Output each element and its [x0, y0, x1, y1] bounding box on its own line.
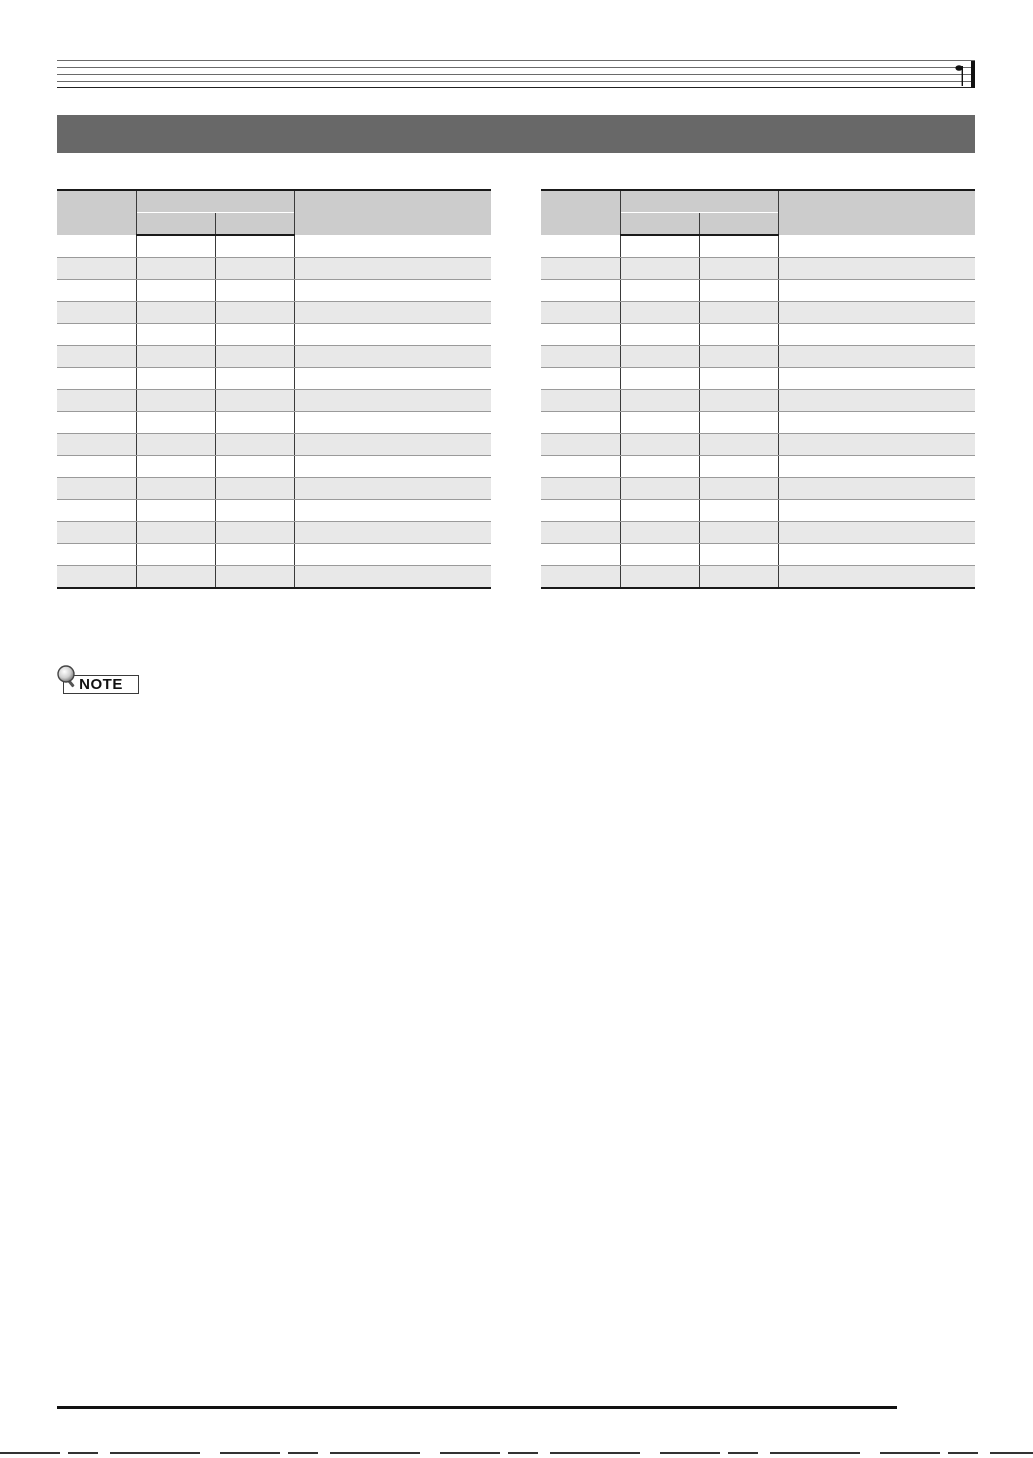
table-row — [57, 324, 491, 346]
table-row — [57, 390, 491, 412]
staff-end-bar — [971, 61, 975, 88]
note-badge — [56, 664, 140, 694]
table-row — [541, 478, 975, 500]
footer-dashed-line — [0, 1452, 1033, 1454]
table-row — [541, 346, 975, 368]
music-note-icon — [955, 62, 965, 86]
table-row — [57, 235, 491, 258]
table-header-cell — [57, 190, 136, 235]
table-row — [541, 302, 975, 324]
table-subheader-cell — [215, 213, 294, 236]
staff-line — [57, 74, 975, 75]
staff-line — [57, 60, 975, 61]
table-row — [541, 280, 975, 302]
table-row — [541, 258, 975, 280]
table-header-cell — [778, 190, 975, 235]
table-row — [57, 368, 491, 390]
table-row — [541, 324, 975, 346]
table-row — [57, 258, 491, 280]
staff-line — [57, 87, 975, 88]
table-row — [57, 544, 491, 566]
staff-line — [57, 67, 975, 68]
table-row — [57, 456, 491, 478]
table-subheader-cell — [136, 213, 215, 236]
table-row — [57, 346, 491, 368]
staff-header — [57, 60, 975, 88]
table-row — [57, 500, 491, 522]
table-subheader-cell — [620, 213, 699, 236]
table-row — [57, 412, 491, 434]
table-row — [57, 302, 491, 324]
table-header-row — [57, 190, 491, 213]
table-row — [541, 500, 975, 522]
table-row — [541, 456, 975, 478]
staff-line — [57, 81, 975, 82]
table-header-cell — [136, 190, 294, 213]
table-subheader-cell — [699, 213, 778, 236]
table-row — [541, 412, 975, 434]
table-row — [57, 566, 491, 589]
table-right — [541, 189, 975, 589]
table-row — [541, 434, 975, 456]
table-row — [541, 566, 975, 589]
magnifier-icon — [56, 664, 82, 690]
table-header-row — [541, 190, 975, 213]
table-row — [541, 544, 975, 566]
table-header-cell — [620, 190, 778, 213]
table-row — [57, 522, 491, 544]
table-row — [541, 368, 975, 390]
table-row — [541, 522, 975, 544]
table-row — [57, 478, 491, 500]
table-header-cell — [541, 190, 620, 235]
table-row — [541, 390, 975, 412]
footer-rule — [57, 1406, 897, 1409]
table-header-cell — [294, 190, 491, 235]
table-row — [541, 235, 975, 258]
section-banner — [57, 115, 975, 153]
note-label: NOTE — [63, 675, 139, 694]
table-row — [57, 280, 491, 302]
table-left — [57, 189, 491, 589]
table-row — [57, 434, 491, 456]
